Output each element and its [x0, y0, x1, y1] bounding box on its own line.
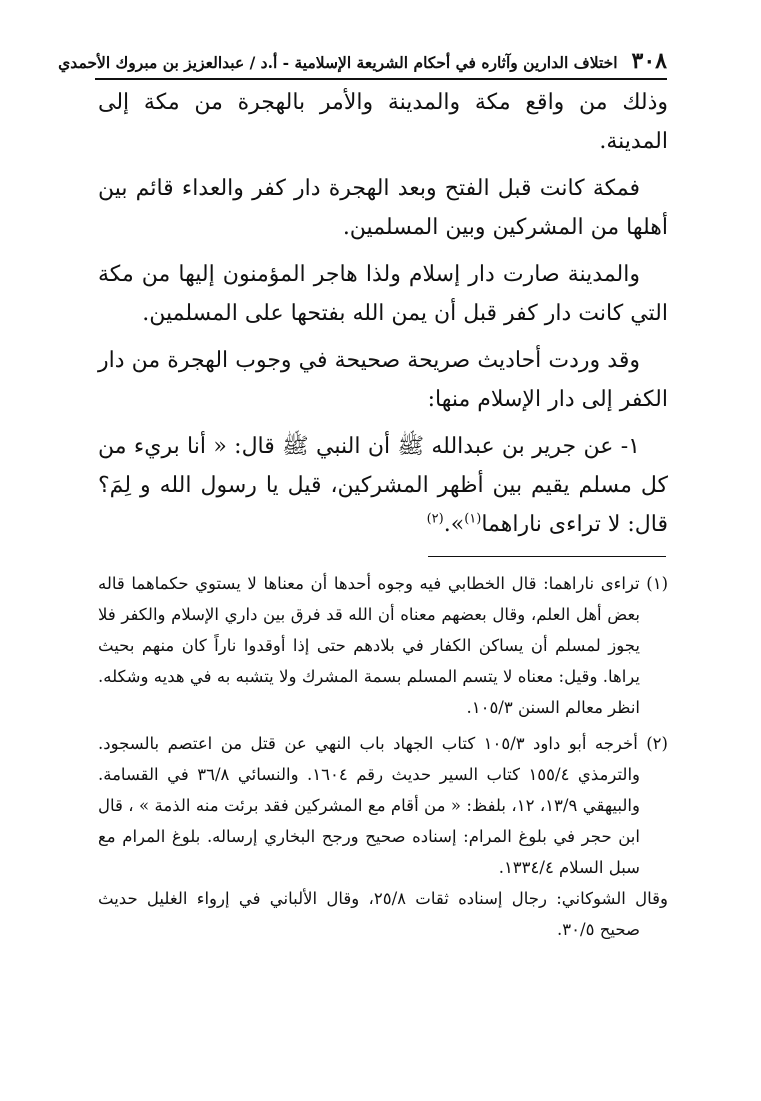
footnotes	[98, 568, 668, 950]
footnote-1-text: تراءى ناراهما: قال الخطابي فيه وجوه أحدها أن معناها لا يستوي حكماهما قاله بعض أهل العلم، وقال بعضهم معناه أن الله قد فرق بين داري الإسلام والكفر فلا يجوز لمسلم أن يساكن الكفار في بلادهم حتى إذا أوقدوا ناراً كان منهم بحيث يراها. وقيل: معناه لا يتسم المسلم بسمة المشرك ولا يتشبه به في هديه وشكله. انظر معالم السنن ١٠٥/٣.	[98, 574, 640, 717]
footnote-2	[98, 728, 668, 945]
main-text	[98, 83, 668, 552]
footnote-ref-1: (١)	[464, 511, 482, 527]
running-title: اختلاف الدارين وآثاره في أحكام الشريعة الإسلامية - أ.د / عبدالعزيز بن مبروك الأحمدي	[58, 53, 618, 72]
paragraph-3: والمدينة صارت دار إسلام ولذا هاجر المؤمنون إليها من مكة التي كانت دار كفر قبل أن يمن الله بفتحها على المسلمين.	[98, 262, 668, 326]
paragraph-2: فمكة كانت قبل الفتح وبعد الهجرة دار كفر والعداء قائم بين أهلها من المشركين وبين المسلمين.	[98, 176, 668, 240]
paragraph-4: وقد وردت أحاديث صريحة صحيحة في وجوب الهجرة من دار الكفر إلى دار الإسلام منها:	[98, 348, 668, 412]
page-number: ٣٠٨	[631, 48, 667, 74]
footnote-2-text: أخرجه أبو داود ١٠٥/٣ كتاب الجهاد باب النهي عن قتل من اعتصم بالسجود. والترمذي ١٥٥/٤ كتاب السير حديث رقم ١٦٠٤. والنسائي ٣٦/٨ في القسامة. والبيهقي ١٣/٩، ١٢، بلفظ: « من أقام مع المشركين فقد برئت منه الذمة » ، قال ابن حجر في بلوغ المرام: إسناده صحيح ورجح البخاري إرساله. بلوغ المرام مع سبل السلام ١٣٣٤/٤.	[98, 734, 641, 877]
footnote-2-label: (٢)	[646, 734, 668, 753]
hadith-text: ١- عن جرير بن عبدالله ﷺ أن النبي ﷺ قال: « أنا بريء من كل مسلم يقيم بين أظهر المشركين، قيل يا رسول الله و لِمَ؟ قال: لا تراءى ناراهما	[98, 434, 668, 537]
paragraph-5-hadith	[98, 427, 668, 544]
footnote-1-label: (١)	[646, 574, 668, 593]
footnote-separator	[428, 556, 666, 557]
paragraph-1: وذلك من واقع مكة والمدينة والأمر بالهجرة من مكة إلى المدينة.	[98, 90, 668, 154]
hadith-close: ».	[443, 512, 465, 537]
running-header	[58, 48, 667, 74]
footnote-1	[98, 568, 668, 723]
header-rule	[95, 78, 667, 80]
footnote-ref-2: (٢)	[426, 511, 444, 527]
footnote-2-continuation: وقال الشوكاني: رجال إسناده ثقات ٢٥/٨، وقال الألباني في إرواء الغليل حديث صحيح ٣٠/٥.	[98, 889, 668, 939]
